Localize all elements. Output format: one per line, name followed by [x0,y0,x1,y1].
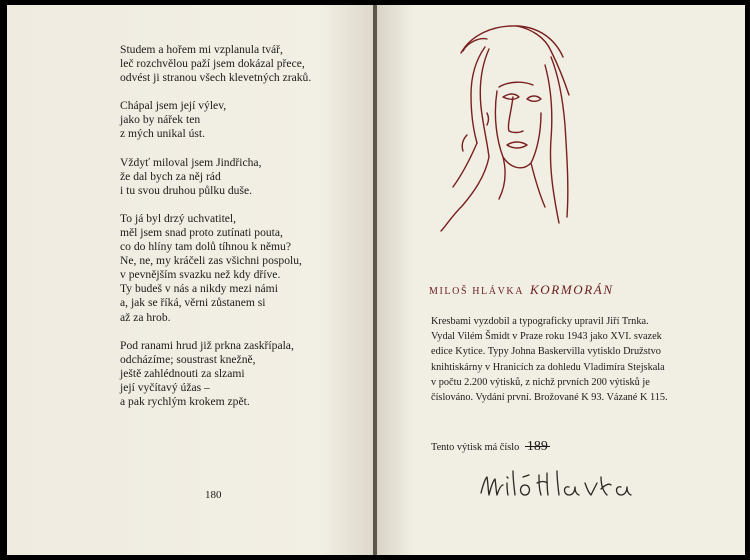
poem-line: že dal bych za něj rád [120,169,221,183]
stanza-2 [120,99,311,141]
colophon-line: Kresbami vyzdobil a typograficky upravil Jiří Trnka. [431,316,649,327]
colophon-line: knihtiskárny v Hranicích za dohledu Vladimíra Stejskala [431,361,665,373]
poem-line: Ty budeš v nás a nikdy mezi námi [120,282,278,296]
poem-line: Vždyť miloval jsem Jindřicha, [120,155,262,169]
poem-line: z mých unikal úst. [120,127,206,141]
poem-line: Chápal jsem její výlev, [120,99,227,113]
book-spread [7,5,745,555]
author-name: MILOŠ HLÁVKA [429,286,525,297]
handwritten-signature-icon [477,463,637,507]
poem-line: To já byl drzý uchvatitel, [120,211,237,225]
copy-number-line [431,439,548,455]
page-number: 180 [205,489,222,501]
right-page [377,5,745,555]
book-title: KORMORÁN [530,282,614,297]
stanza-4 [120,212,311,325]
poem-line: Studem a hořem mi vzplanula tvář, [120,43,283,56]
poem-line: její vyčítavý úžas – [120,380,210,394]
poem-line: ještě zahlédnouti za slzami [120,366,245,380]
left-page [7,5,375,555]
poem-line: v pevnějším svazku než kdy dříve. [120,268,281,282]
poem-line: až za hrob. [120,310,171,324]
colophon-line: edice Kytice. Typy Johna Baskervilla vytisklo Družstvo [431,346,661,358]
poem-line: a pak rychlým krokem zpět. [120,394,250,408]
colophon [431,314,693,405]
stanza-1 [120,43,311,85]
copy-label: Tento výtisk má číslo [431,442,520,453]
colophon-line: v počtu 2.200 výtisků, z nichž prvních 200 výtisků je [431,376,650,388]
woman-portrait-drawing-icon [427,17,592,241]
poem-line: jako by nářek ten [120,113,201,127]
poem-line: co do hlíny tam dolů tíhnou k němu? [120,240,291,254]
poem-line: Ne, ne, my kráčeli zas všichni pospolu, [120,254,302,268]
poem-line: i tu svou druhou půlku duše. [120,183,253,197]
stanza-5 [120,339,311,409]
stanza-3 [120,156,311,198]
colophon-line: Vydal Vilém Šmidt v Praze roku 1943 jako XVI. svazek [431,331,662,343]
poem [120,43,311,423]
copy-number: 189 [526,439,548,454]
title-line [429,281,614,299]
poem-line: a, jak se říká, věrni zůstanem si [120,296,266,310]
colophon-line: číslováno. Vydání první. Brožované K 93. Vázané K 115. [431,392,668,404]
poem-line: odvést ji stranou všech klevetných zraků. [120,71,312,85]
poem-line: měl jsem snad proto zutínati pouta, [120,225,283,239]
poem-line: leč rozchvělou paží jsem dokázal přece, [120,57,305,71]
poem-line: Pod ranami hrud již prkna zaskřípala, [120,338,294,352]
poem-line: odcházíme; soustrast knežně, [120,352,256,366]
